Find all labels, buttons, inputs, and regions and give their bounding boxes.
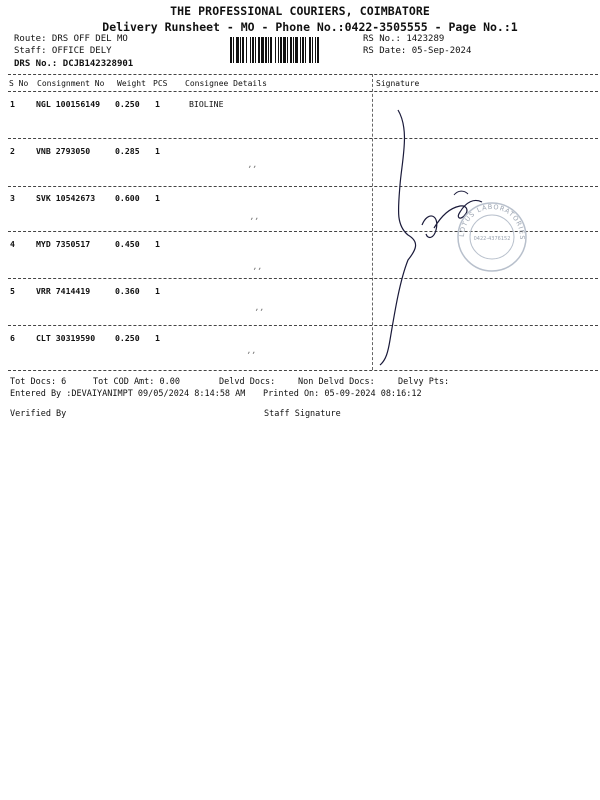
row-sno: 5: [10, 286, 15, 296]
route-text: Route: DRS OFF DEL MO: [14, 34, 128, 44]
row-sno: 2: [10, 146, 15, 156]
row-consignment: SVK 10542673: [36, 193, 96, 203]
row-consignment: VNB 2793050: [36, 146, 91, 156]
row-pcs: 1: [155, 286, 160, 296]
row-pcs: 1: [155, 99, 160, 109]
staff-signature-label: Staff Signature: [264, 409, 341, 419]
column-header-consignee: Consignee Details: [185, 79, 267, 88]
handwritten-tick: ,,: [247, 346, 257, 355]
row-consignment: MYD 7350517: [36, 239, 91, 249]
row-sno: 1: [10, 99, 15, 109]
row-consignment: NGL 100156149: [36, 99, 101, 109]
row-pcs: 1: [155, 333, 160, 343]
row-pcs: 1: [155, 146, 160, 156]
row-weight: 0.360: [115, 286, 140, 296]
rs-date: RS Date: 05-Sep-2024: [363, 46, 472, 56]
drs-label: DRS No.:: [14, 59, 58, 69]
table-top-rule: [8, 74, 598, 75]
column-header-weight: Weight: [117, 79, 146, 88]
row-sno: 6: [10, 333, 15, 343]
row-weight: 0.250: [115, 333, 140, 343]
row-consignment: CLT 30319590: [36, 333, 96, 343]
delivery-points: Delvy Pts:: [398, 377, 450, 387]
barcode-image: [230, 37, 355, 63]
staff-text: Staff: OFFICE DELY: [14, 46, 112, 56]
column-header-sno: S No: [9, 79, 29, 88]
non-delivered-docs: Non Delvd Docs:: [298, 377, 375, 387]
row-consignment: VRR 7414419: [36, 286, 91, 296]
stamp-ring-text: LOTUS LABORATORIES: [457, 202, 527, 241]
verified-by-label: Verified By: [10, 409, 67, 419]
handwritten-tick: ,,: [253, 262, 263, 271]
row-weight: 0.450: [115, 239, 140, 249]
printed-on: Printed On: 05-09-2024 08:16:12: [263, 389, 422, 399]
row-consignee: BIOLINE: [189, 99, 224, 109]
document-subtitle: Delivery Runsheet - MO - Phone No.:0422-3505555 - Page No.:1: [102, 20, 518, 34]
handwritten-tick: ,,: [250, 212, 260, 221]
column-header-signature: Signature: [376, 79, 420, 88]
column-header-consignment: Consignment No: [37, 79, 105, 88]
handwritten-tick: ,,: [255, 303, 265, 312]
document-title: THE PROFESSIONAL COURIERS, COIMBATORE: [170, 4, 430, 18]
row-weight: 0.285: [115, 146, 140, 156]
row-sno: 3: [10, 193, 15, 203]
total-docs: Tot Docs: 6: [10, 377, 67, 387]
svg-text:LOTUS LABORATORIES: [458, 203, 526, 241]
row-weight: 0.600: [115, 193, 140, 203]
total-cod-amount: Tot COD Amt: 0.00: [93, 377, 180, 387]
row-sno: 4: [10, 239, 15, 249]
stamp-inner-text: 0422-4376152: [473, 236, 511, 242]
handwritten-tick: ,,: [248, 160, 258, 169]
row-pcs: 1: [155, 193, 160, 203]
row-pcs: 1: [155, 239, 160, 249]
drs-number: [14, 59, 133, 69]
company-stamp: [455, 200, 529, 274]
rs-number: RS No.: 1423289: [363, 34, 445, 44]
delivered-docs: Delvd Docs:: [219, 377, 276, 387]
column-header-pcs: PCS: [153, 79, 168, 88]
row-weight: 0.250: [115, 99, 140, 109]
entered-by: Entered By :DEVAIYANIMPT 09/05/2024 8:14:58 AM: [10, 389, 246, 399]
drs-value: DCJB142328901: [62, 59, 134, 69]
